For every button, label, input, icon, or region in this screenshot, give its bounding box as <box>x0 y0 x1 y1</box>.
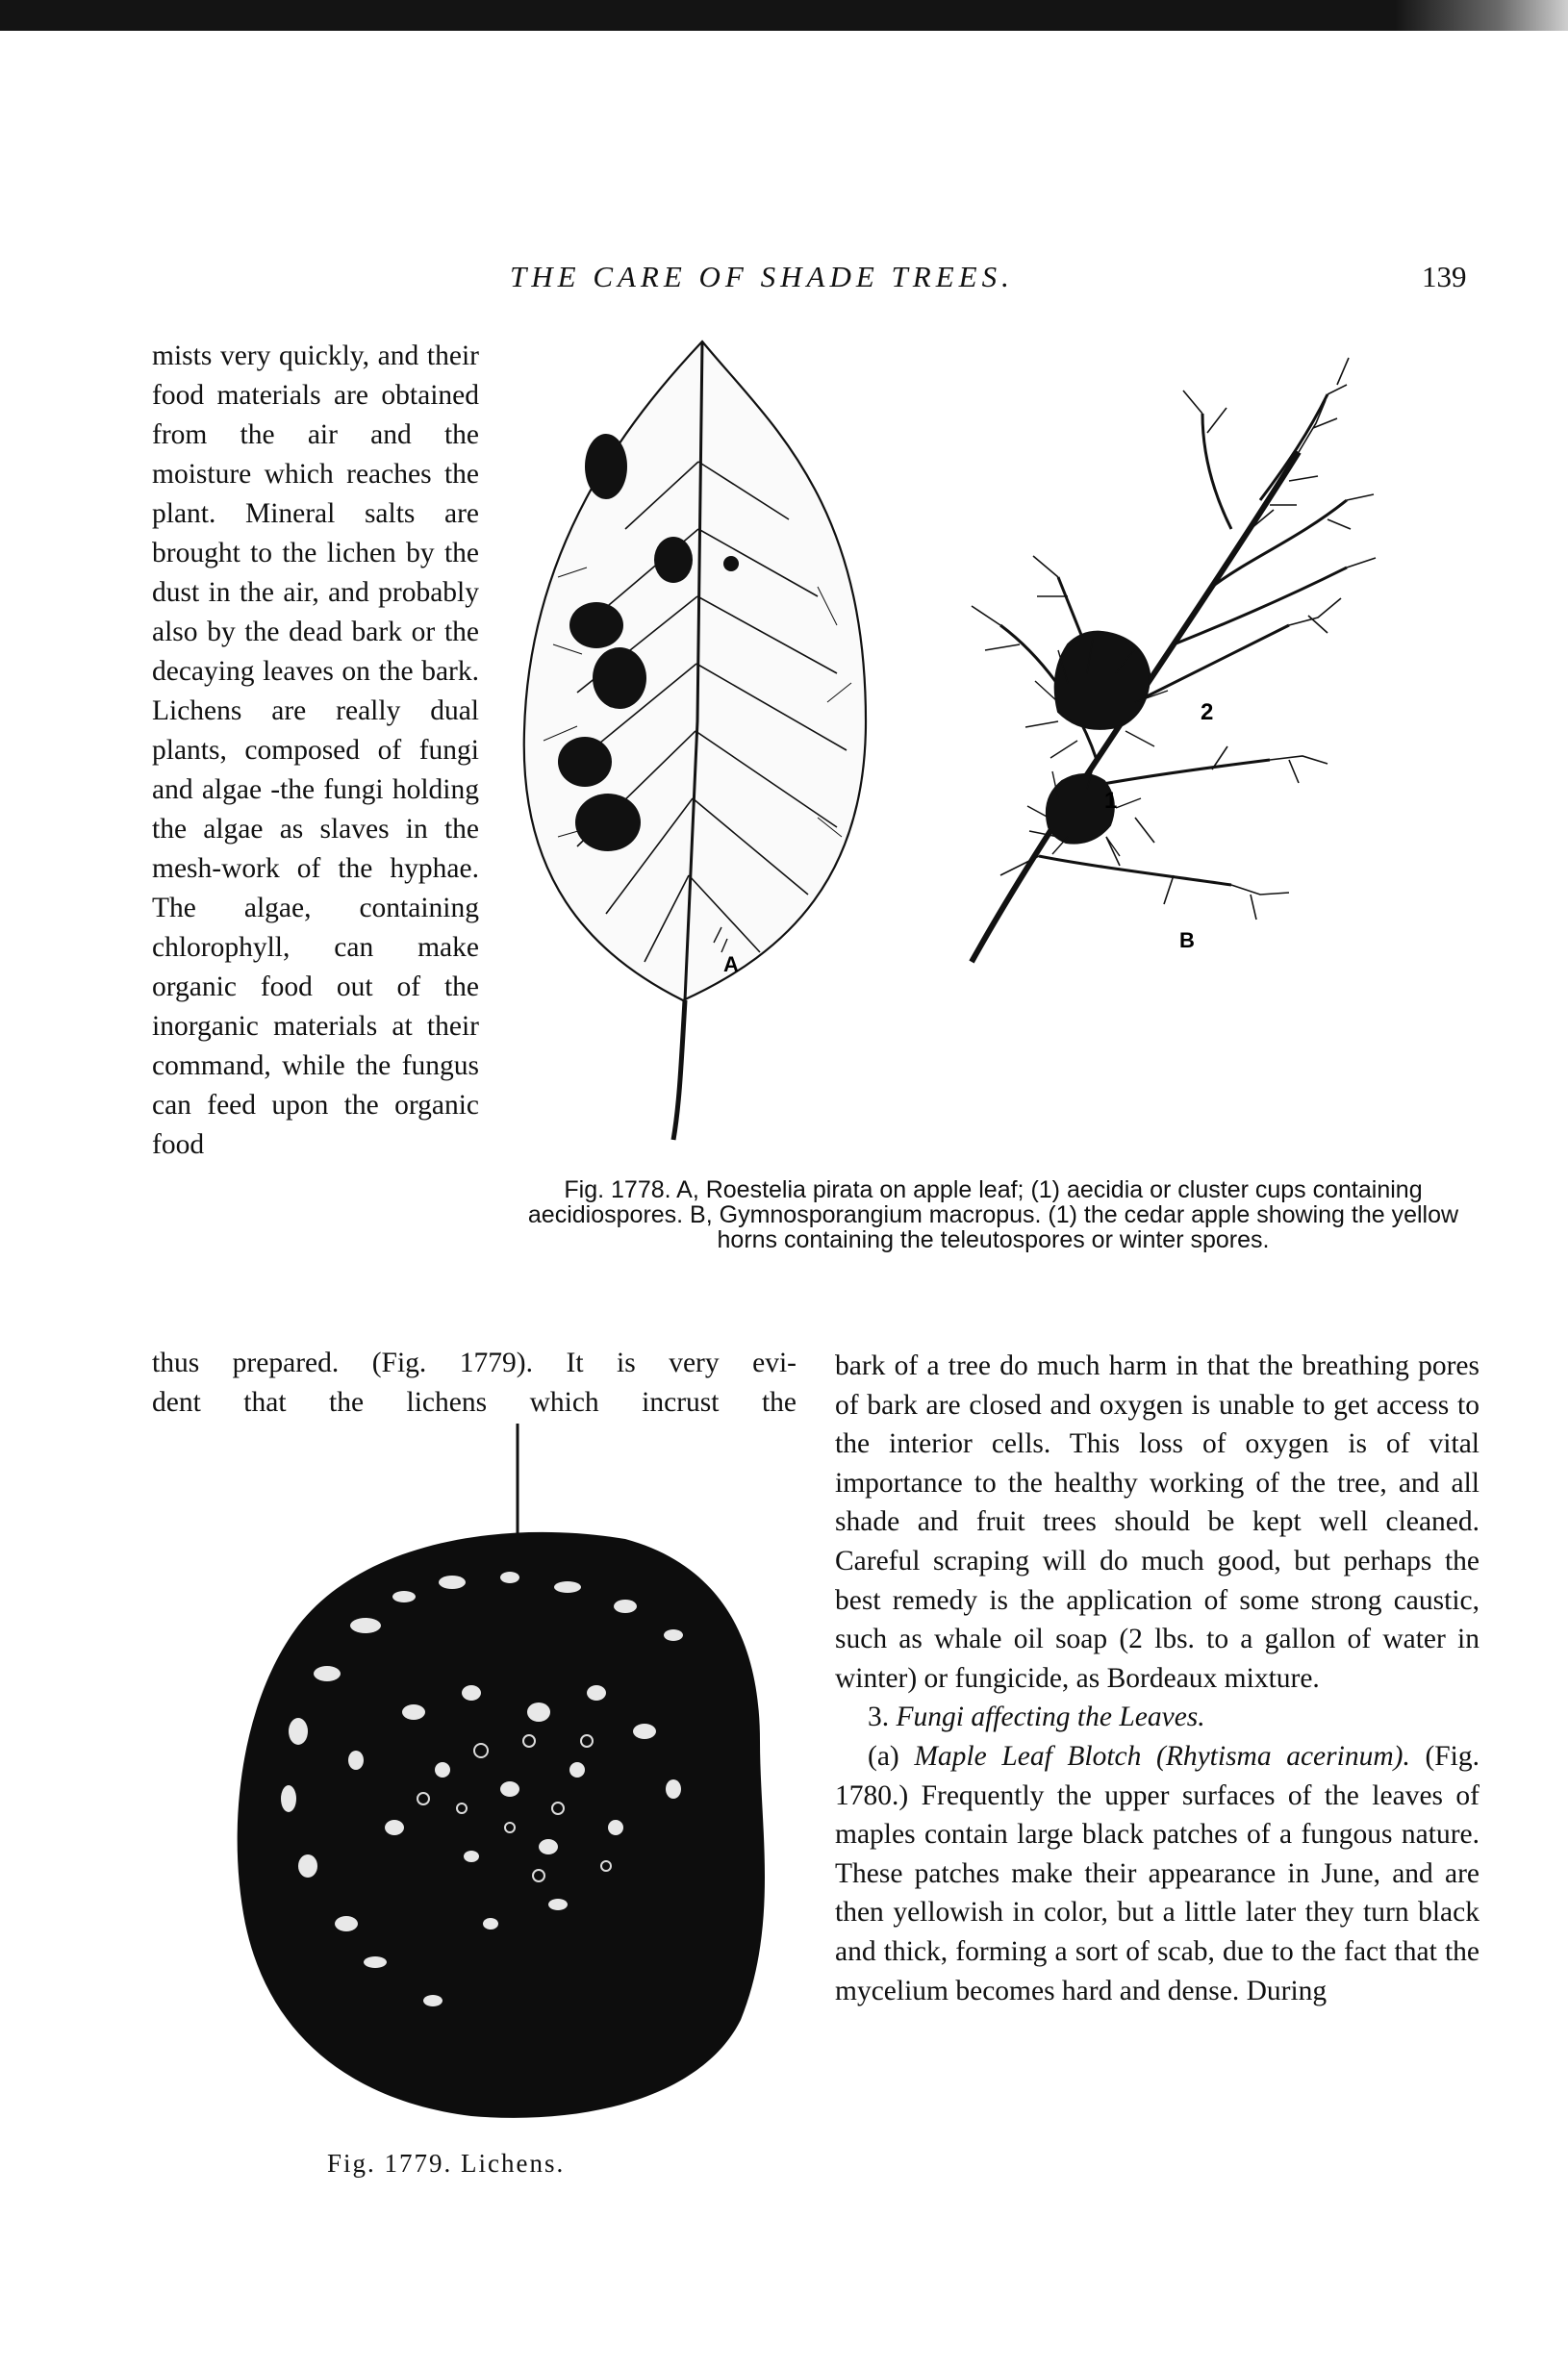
rhytisma-latin-name: (Rhytisma acerinum). <box>1156 1740 1410 1772</box>
figure-1778-illustration <box>500 337 1462 1173</box>
section-title: Fungi affecting the Leaves. <box>896 1702 1205 1733</box>
figure-label-a: A <box>723 952 739 976</box>
section-number: 3. <box>868 1702 890 1733</box>
narrow-text-column <box>152 337 479 1165</box>
figure-label-1: 1 <box>1104 788 1118 814</box>
running-title: THE CARE OF SHADE TREES. <box>510 260 1014 293</box>
section-heading <box>835 1698 1479 1737</box>
right-paragraph-1: bark of a tree do much harm in that the breathing pores of bark are closed and oxygen is unable to get access to the interior cells. This loss of oxygen is of vital importance to the healthy working of the tree, and all shade and fruit trees should be kept well cleaned. Careful scraping will do much good, but perhaps the best remedy is the application of some strong caustic, such as whale oil soap (2 lbs. to a gallon of water in winter) or fungicide, as Bordeaux mixture. <box>835 1350 1479 1694</box>
full-width-line-2: dent that the lichens which incrust the <box>152 1387 797 1418</box>
page-number: 139 <box>1422 260 1467 293</box>
cedar-apple-sprig-illustration <box>972 358 1376 962</box>
right-paragraph-2 <box>835 1737 1479 2010</box>
figure-1778-caption: Fig. 1778. A, Roestelia pirata on apple leaf; (1) aecidia or cluster cups containing aecidiospores. B, Gymnosporangium macropus. (1) the cedar apple showing the yellow horns containing the teleutospores or winter spores. <box>527 1176 1459 1253</box>
lichen-mass <box>238 1532 765 2118</box>
right-text-column <box>835 1347 1479 2010</box>
paragraph-label: (a) <box>868 1740 899 1772</box>
figure-label-2: 2 <box>1201 699 1214 725</box>
scan-top-border-fade <box>1395 0 1568 31</box>
apple-leaf-illustration <box>524 341 866 1140</box>
full-width-line-1: thus prepared. (Fig. 1779). It is very evi- <box>152 1348 797 1378</box>
figure-1779-caption: Fig. 1779. Lichens. <box>327 2149 566 2178</box>
figure-label-b: B <box>1179 928 1195 952</box>
maple-leaf-blotch-title: Maple Leaf Blotch <box>914 1740 1142 1772</box>
scan-top-border <box>0 0 1568 31</box>
figure-1779-lichen-photo <box>221 1424 818 2145</box>
maple-leaf-blotch-text: (Fig. 1780.) Frequently the upper surfaces of the leaves of maples contain large black patches of a fungous nature. These patches make their appearance in June, and are then yellowish in color, but a little later they turn black and thick, forming a sort of scab, due to the fact that the mycelium becomes hard and dense. During <box>835 1740 1480 2006</box>
narrow-column-paragraph: mists very quickly, and their food materials are obtained from the air and the moisture which reaches the plant. Mineral salts are brought to the lichen by the dust in the air, and probably also by the dead bark or the decaying leaves on the bark. Lichens are really dual plants, composed of fungi and algae -the fungi holding the algae as slaves in the mesh-work of the hyphae. The algae, containing chlorophyll, can make organic food out of the inorganic materials at their command, while the fungus can feed upon the organic food <box>152 341 479 1160</box>
